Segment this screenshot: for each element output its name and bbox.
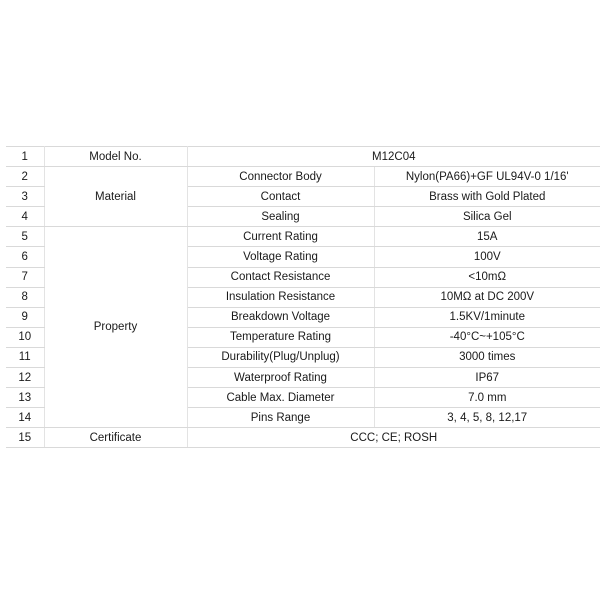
property-value: Nylon(PA66)+GF UL94V-0 1/16' — [374, 167, 600, 187]
row-index: 4 — [6, 207, 44, 227]
row-index: 2 — [6, 167, 44, 187]
table-row — [6, 167, 600, 187]
row-index: 15 — [6, 428, 44, 448]
property-name: Insulation Resistance — [187, 287, 374, 307]
row-index: 9 — [6, 307, 44, 327]
model-label: Model No. — [44, 147, 187, 167]
row-index: 8 — [6, 287, 44, 307]
property-value: -40°C~+105°C — [374, 327, 600, 347]
property-name: Cable Max. Diameter — [187, 388, 374, 408]
property-name: Waterproof Rating — [187, 368, 374, 388]
spec-table — [6, 146, 600, 448]
row-index: 6 — [6, 247, 44, 267]
property-value: 7.0 mm — [374, 388, 600, 408]
property-value: IP67 — [374, 368, 600, 388]
material-category: Material — [44, 167, 187, 227]
property-value: 100V — [374, 247, 600, 267]
property-value: 1.5KV/1minute — [374, 307, 600, 327]
property-value: 10MΩ at DC 200V — [374, 287, 600, 307]
property-name: Sealing — [187, 207, 374, 227]
property-value: Silica Gel — [374, 207, 600, 227]
property-name: Breakdown Voltage — [187, 307, 374, 327]
property-name: Contact — [187, 187, 374, 207]
row-index: 13 — [6, 388, 44, 408]
row-index: 1 — [6, 147, 44, 167]
property-name: Current Rating — [187, 227, 374, 247]
property-name: Voltage Rating — [187, 247, 374, 267]
property-value: 3000 times — [374, 347, 600, 367]
property-value: 3, 4, 5, 8, 12,17 — [374, 408, 600, 428]
table-row — [6, 227, 600, 247]
property-name: Connector Body — [187, 167, 374, 187]
row-index: 3 — [6, 187, 44, 207]
table-row — [6, 147, 600, 167]
property-value: Brass with Gold Plated — [374, 187, 600, 207]
property-value: <10mΩ — [374, 267, 600, 287]
row-index: 14 — [6, 408, 44, 428]
row-index: 10 — [6, 327, 44, 347]
property-name: Pins Range — [187, 408, 374, 428]
property-category: Property — [44, 227, 187, 428]
row-index: 5 — [6, 227, 44, 247]
row-index: 7 — [6, 267, 44, 287]
property-name: Contact Resistance — [187, 267, 374, 287]
property-name: Durability(Plug/Unplug) — [187, 347, 374, 367]
table-row — [6, 428, 600, 448]
certificate-label: Certificate — [44, 428, 187, 448]
property-name: Temperature Rating — [187, 327, 374, 347]
property-value: 15A — [374, 227, 600, 247]
row-index: 12 — [6, 368, 44, 388]
row-index: 11 — [6, 347, 44, 367]
certificate-value: CCC; CE; ROSH — [187, 428, 600, 448]
model-value: M12C04 — [187, 147, 600, 167]
